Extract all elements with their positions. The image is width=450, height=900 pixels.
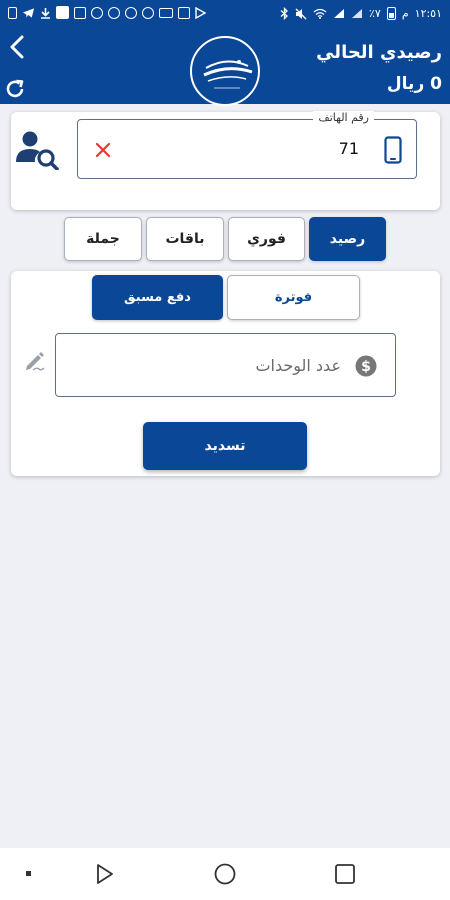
phone-field-label: رقم الهاتف [313, 111, 374, 124]
refresh-icon[interactable] [4, 78, 26, 100]
signal-icon [333, 8, 345, 19]
app-icon [56, 6, 69, 19]
nav-home-icon[interactable] [212, 861, 238, 887]
notification-icons [8, 6, 206, 19]
units-input[interactable] [91, 348, 341, 382]
status-bar [0, 0, 450, 28]
nav-dot-icon[interactable] [16, 861, 42, 887]
nav-back-icon[interactable] [92, 861, 118, 887]
app-icon [74, 7, 86, 19]
signal-icon [351, 8, 363, 19]
pay-button[interactable]: تسديد [143, 422, 307, 470]
nav-recents-icon[interactable] [332, 861, 358, 887]
units-field[interactable] [55, 333, 396, 397]
clear-icon[interactable] [94, 141, 112, 159]
navigation-bar [0, 848, 450, 900]
phone-input[interactable]: 71 [338, 139, 359, 158]
brand-logo [190, 36, 260, 106]
telegram-icon [22, 7, 35, 19]
mute-icon [295, 8, 307, 20]
payment-card [11, 271, 440, 476]
app-icon [125, 7, 137, 19]
phone-field[interactable] [77, 111, 417, 179]
time-period: م [401, 7, 409, 20]
wifi-icon [313, 8, 327, 19]
bluetooth-icon [280, 7, 289, 20]
tab-instant[interactable]: فوري [228, 217, 305, 261]
pen-icon [23, 348, 47, 372]
balance-title: رصيدي الحالي [316, 42, 442, 63]
prepaid-option-button[interactable]: دفع مسبق [92, 275, 223, 320]
clock: ١٢:٥١ [414, 7, 442, 20]
balance-value: 0 ريال [386, 74, 442, 94]
app-icon [91, 7, 103, 19]
dollar-icon [355, 355, 377, 377]
phone-card [11, 112, 440, 210]
tab-packages[interactable]: باقات [146, 217, 224, 261]
logo-emblem-icon [192, 38, 260, 106]
app-icon [108, 7, 120, 19]
app-icon [178, 7, 190, 19]
play-store-icon [195, 7, 206, 19]
tab-balance[interactable]: رصيد [309, 217, 386, 261]
contact-search-icon[interactable] [15, 130, 59, 170]
battery-icon [387, 7, 396, 20]
svg-text:$: $ [361, 359, 371, 375]
download-icon [40, 7, 51, 19]
tab-wholesale[interactable]: جملة [64, 217, 142, 261]
mobile-phone-icon [384, 136, 402, 164]
message-icon [159, 8, 173, 18]
bill-option-button[interactable]: فوترة [227, 275, 360, 320]
app-header [0, 28, 450, 104]
app-icon [142, 7, 154, 19]
sim-icon [8, 7, 17, 19]
battery-percent: ٪٧ [369, 7, 381, 20]
back-arrow-icon[interactable] [6, 34, 28, 60]
system-status [280, 7, 442, 20]
